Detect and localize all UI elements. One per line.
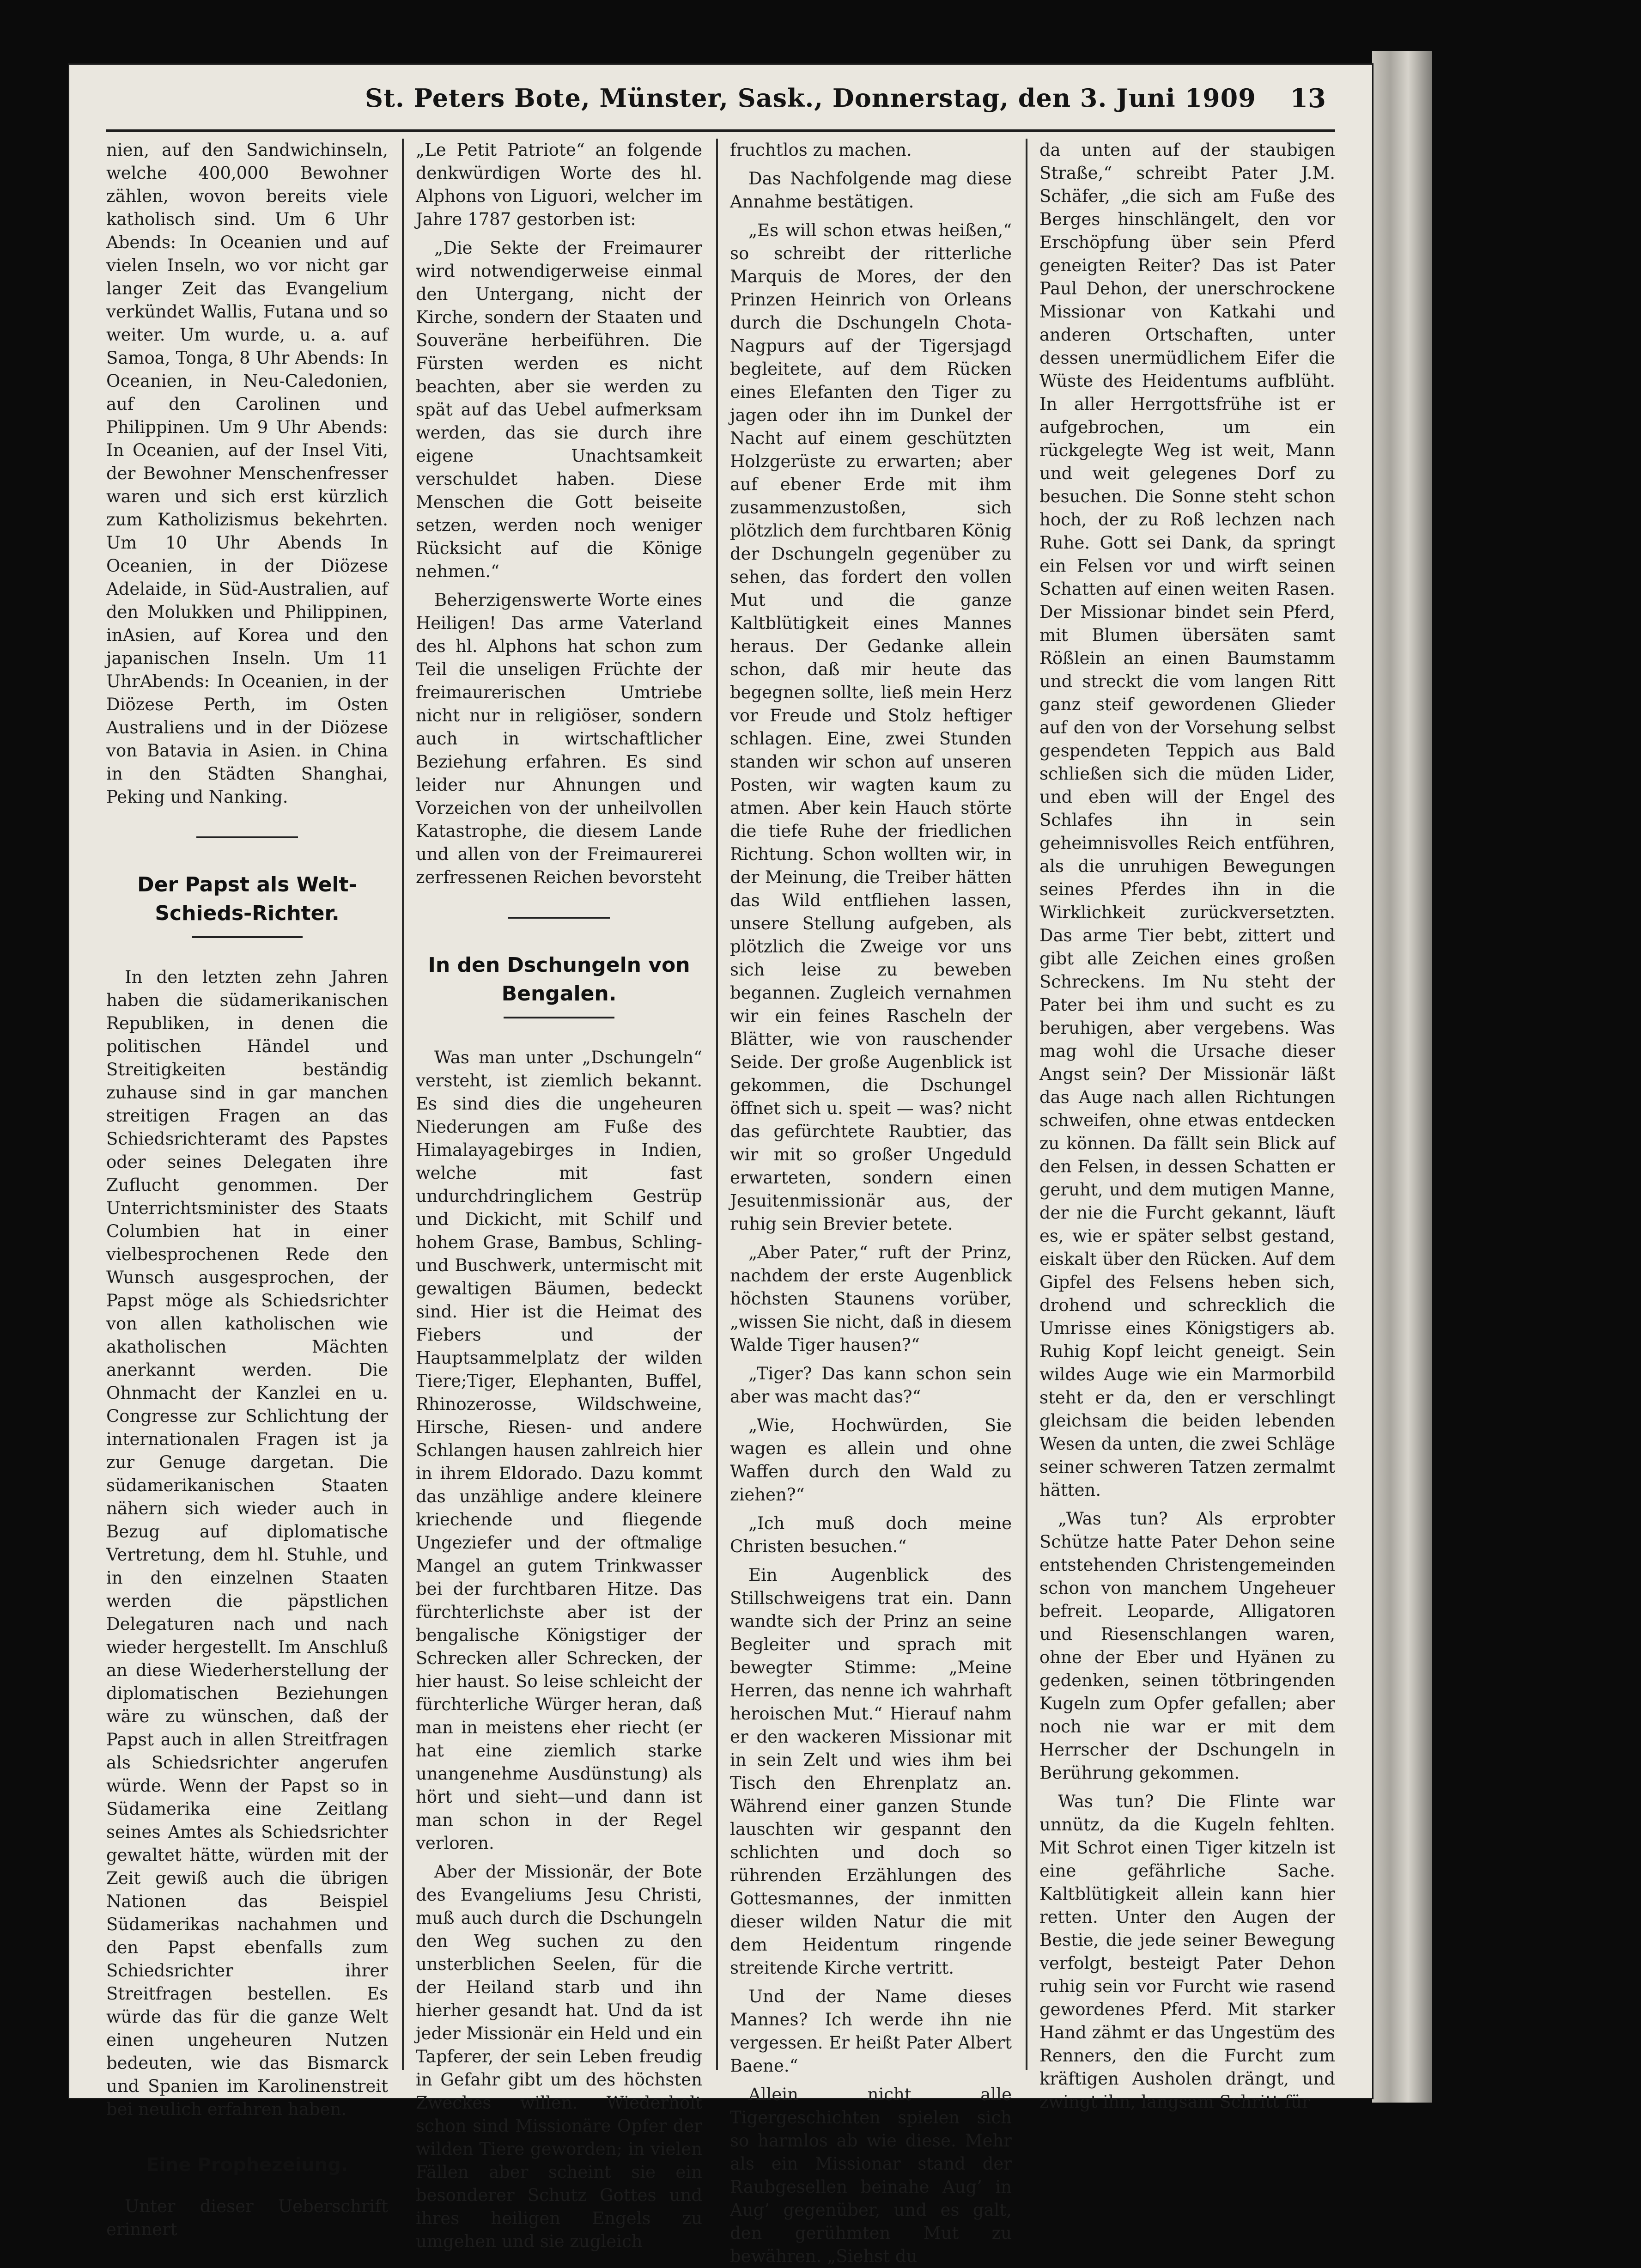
newspaper-page — [69, 65, 1372, 2266]
header-rule — [106, 129, 1335, 132]
paragraph: Und der Name dieses Mannes? Ich werde ihn nie vergessen. Er heißt Pater Albert Baene.“ — [730, 1987, 1012, 2076]
paragraph: Aber der Missionär, der Bote des Evangeliums Jesu Christi, muß auch durch die Dschungeln den Weg suchen zu den unsterblichen Seelen, für die der Heiland starb und ihn hierher gesandt hat. Und da ist jeder Missionär ein Held und ein Tapferer, der sein Leben freudig in Gefahr gibt um des höchsten Zweckes willen. Wiederholt schon sind Missionäre Opfer der wilden Tiere geworden; in vielen Fällen aber scheint sie ein besonderer Schutz Gottes und ihres heiligen Engels zu umgehen und sie zugleich — [416, 1862, 702, 2251]
masthead: St. Peters Bote, Münster, Sask., Donnerstag, den 3. Juni 1909 — [365, 83, 1256, 113]
paragraph: „Le Petit Patriote“ an folgende denkwürdigen Worte des hl. Alphons von Liguori, welcher im Jahre 1787 gestorben ist: — [416, 140, 702, 229]
paragraph: Allein nicht alle Tigergeschichten spielen sich so harmlos ab wie diese. Mehr als ein Missionar stand der Raubgesellen beinahe Aug’ in Aug’ gegenüber, und es galt, den gerühmten Mut zu bewähren. „Siehst du — [730, 2085, 1012, 2266]
column-rule — [716, 139, 718, 2070]
paragraph: „Ich muß doch meine Christen besuchen.“ — [730, 1513, 1012, 1556]
paragraph: „Die Sekte der Freimaurer wird notwendigerweise einmal den Untergang, nicht der Kirche, sondern der Staaten und Souveräne herbeiführen. Die Fürsten werden es nicht beachten, aber sie werden zu spät auf das Uebel aufmerksam werden, das sie durch ihre eigene Unachtsamkeit verschuldet haben. Diese Menschen die Gott beiseite setzen, werden noch weniger Rücksicht auf die Könige nehmen.“ — [416, 238, 702, 581]
paragraph: nien, auf den Sandwichinseln, welche 400,000 Bewohner zählen, wovon bereits viele katholisch sind. Um 6 Uhr Abends: In Oceanien und auf vielen Inseln, wo vor nicht gar langer Zeit das Evangelium verkündet Wallis, Futana und so weiter. Um wurde, u. a. auf Samoa, Tonga, 8 Uhr Abends: In Oceanien, in Neu-Caledonien, auf den Carolinen und Philippinen. Um 9 Uhr Abends: In Oceanien, auf der Insel Viti, der Bewohner Menschenfresser waren und sich erst kürzlich zum Katholizismus bekehrten. Um 10 Uhr Abends In Oceanien, in der Diözese Adelaide, in Süd-Australien, auf den Molukken und Philippinen, inAsien, auf Korea und den japanischen Inseln. Um 11 UhrAbends: In Oceanien, in der Diözese Perth, im Osten Australiens und in der Diözese von Batavia in Asien. in China in den Städten Shanghai, Peking und Nanking. — [106, 140, 388, 807]
paragraph: Beherzigenswerte Worte eines Heiligen! Das arme Vaterland des hl. Alphons hat schon zum Teil die unseligen Früchte der freimaurerischen Umtriebe nicht nur in religiöser, sondern auch in wirtschaftlicher Beziehung erfahren. Es sind leider nur Ahnungen und Vorzeichen von der unheilvollen Katastrophe, die diesem Lande und allen von der Freimaurerei zerfressenen Reichen bevorsteht — [416, 590, 702, 887]
heading-rule — [192, 936, 303, 938]
paragraph: „Es will schon etwas heißen,“ so schreibt der ritterliche Marquis de Mores, der den Prinzen Heinrich von Orleans durch die Dschungeln Chota-Nagpurs auf der Tigersjagd begleitete, auf dem Rücken eines Elefanten den Tiger zu jagen oder ihn im Dunkel der Nacht auf einem geschützten Holzgerüste zu erwarten; aber auf ebener Erde mit ihm zusammenzustoßen, sich plötzlich dem furchtbaren König der Dschungeln gegenüber zu sehen, das fordert den vollen Mut und die ganze Kaltblütigkeit eines Mannes heraus. Der Gedanke allein schon, daß mir heute das begegnen sollte, ließ mein Herz vor Freude und Stolz heftiger schlagen. Eine, zwei Stunden standen wir schon auf unseren Posten, wir wagten kaum zu atmen. Aber kein Hauch störte die tiefe Ruhe der friedlichen Richtung. Schon wollten wir, in der Meinung, die Treiber hätten das Wild entfliehen lassen, unsere Stellung aufgeben, als plötzlich die Zweige vor uns sich leise zu beweben begannen. Zugleich vernahmen wir ein feines Rascheln der Blätter, wie von rauschender Seide. Der große Augenblick ist gekommen, die Dschungel öffnet sich u. speit — was? nicht das gefürchtete Raubtier, das wir mit so großer Ungeduld erwarteten, sondern einen Jesuitenmissionär aus, der ruhig sein Brevier betete. — [730, 220, 1012, 1234]
page-header — [106, 74, 1335, 143]
paragraph: Das Nachfolgende mag diese Annahme bestätigen. — [730, 169, 1012, 212]
paragraph: „Tiger? Das kann schon sein aber was macht das?“ — [730, 1364, 1012, 1407]
page-edge — [1372, 51, 1432, 2103]
heading-dschungeln: In den Dschungeln von Bengalen. — [428, 953, 690, 1006]
column-3 — [730, 139, 1012, 2266]
heading-papst: Der Papst als Welt-Schieds-Richter. — [137, 873, 357, 925]
section-rule — [508, 917, 610, 919]
paragraph: da unten auf der staubigen Straße,“ schreibt Pater J.M. Schäfer, „die sich am Fuße des Berges hinschlängelt, den vor Erschöpfung über sein Pferd geneigten Reiter? Das ist Pater Paul Dehon, der unerschrockene Missionar von Katkahi und anderen Ortschaften, unter dessen unermüdlichem Eifer die Wüste des Heidentums aufblüht. In aller Herrgottsfrühe ist er aufgebrochen, um ein rückgelegte Weg ist weit, Mann und weit gelegenes Dorf zu besuchen. Die Sonne steht schon hoch, der zu Roß lechzen nach Ruhe. Gott sei Dank, da springt ein Felsen vor und wirft seinen Schatten auf einen weiten Rasen. Der Missionar bindet sein Pferd, mit Blumen übersäten samt Rößlein an einen Baumstamm und streckt die vom langen Ritt ganz steif gewordenen Glieder auf den von der Vorsehung selbst gespendeten Teppich aus Bald schließen sich die müden Lider, und eben will der Engel des Schlafes ihn in sein geheimnisvolles Reich entführen, als die unruhigen Bewegungen seines Pferdes ihn in die Wirklichkeit zurückversetzten. Das arme Tier bebt, zittert und gibt alle Zeichen eines großen Schreckens. Im Nu steht der Pater bei ihm und sucht es zu beruhigen, aber vergebens. Was mag wohl die Ursache dieser Angst sein? Der Missionär läßt das Auge nach allen Richtungen schweifen, ohne etwas entdecken zu können. Da fällt sein Blick auf den Felsen, in dessen Schatten er geruht, und dem mutigen Manne, der nie die Furcht gekannt, läuft es, wie er später selbst gestand, eiskalt über den Rücken. Auf dem Gipfel des Felsens heben sich, drohend und schrecklich die Umrisse eines Königstigers ab. Ruhig Kopf leicht geneigt. Sein wildes Auge wie ein Marmorbild steht er da, den er verschlingt gleichsam die beiden lebenden Wesen da unten, die zwei Schläge seiner schweren Tatzen zermalmt hätten. — [1039, 140, 1335, 1500]
column-rule — [402, 139, 404, 2070]
paragraph: Unter dieser Ueberschrift erinnert — [106, 2196, 388, 2239]
column-4 — [1039, 139, 1335, 2112]
heading-rule — [504, 1017, 614, 1018]
column-2 — [416, 139, 702, 2251]
paragraph: In den letzten zehn Jahren haben die südamerikanischen Republiken, in denen die politischen Händel und Streitigkeiten beständig zuhause sind in gar manchen streitigen Fragen an das Schiedsrichteramt des Papstes oder seines Delegaten ihre Zuflucht genommen. Der Unterrichtsminister des Staats Columbien hat in einer vielbesprochenen Rede den Wunsch ausgesprochen, der Papst möge als Schiedsrichter von allen katholischen wie akatholischen Mächten anerkannt werden. Die Ohnmacht der Kanzlei en u. Congresse zur Schlichtung der internationalen Fragen ist ja zur Genuge dargetan. Die südamerikanischen Staaten nähern sich wieder auch in Bezug auf diplomatische Vertretung, dem hl. Stuhle, und in den einzelnen Staaten werden die päpstlichen Delegaturen nach und nach wieder hergestellt. Im Anschluß an diese Wiederherstellung der diplomatischen Beziehungen wäre zu wünschen, daß der Papst auch in allen Streitfragen als Schiedsrichter angerufen würde. Wenn der Papst so in Südamerika eine Zeitlang seines Amtes als Schiedsrichter gewaltet hätte, würden mit der Zeit gewiß auch die übrigen Nationen das Beispiel Südamerikas nachahmen und den Papst ebenfalls zum Schiedsrichter ihrer Streitfragen bestellen. Es würde das für die ganze Welt einen ungeheuren Nutzen bedeuten, wie das Bismarck und Spanien im Karolinenstreit bei neulich erfahren haben. — [106, 967, 388, 2119]
paragraph: fruchtlos zu machen. — [730, 140, 912, 160]
paragraph: Was man unter „Dschungeln“ versteht, ist ziemlich bekannt. Es sind dies die ungeheuren Niederungen am Fuße des Himalayagebirges in Indien, welche mit fast undurchdringlichem Gestrüp und Dickicht, mit Schilf und hohem Grase, Bambus, Schling- und Buschwerk, untermischt mit gewaltigen Bäumen, bedeckt sind. Hier ist die Heimat des Fiebers und der Hauptsammelplatz der wilden Tiere;Tiger, Elephanten, Buffel, Rhinozerosse, Wildschweine, Hirsche, Riesen- und andere Schlangen hausen zahlreich hier in ihrem Eldorado. Dazu kommt das unzählige andere kleinere kriechende und fliegende Ungeziefer und der oftmalige Mangel an gutem Trinkwasser bei der furchtbaren Hitze. Das fürchterlichste aber ist der bengalische Königstiger der Schrecken aller Schrecken, der hier haust. So leise schleicht der fürchterliche Würger heran, daß man in meistens eher riecht (er hat eine ziemlich starke unangenehme Ausdünstung) als hört und sieht—und dann ist man schon in der Regel verloren. — [416, 1048, 702, 1853]
column-1 — [106, 139, 388, 2239]
paragraph: „Wie, Hochwürden, Sie wagen es allein und ohne Waffen durch den Wald zu ziehen?“ — [730, 1415, 1012, 1505]
section-rule — [196, 836, 298, 838]
columns — [106, 139, 1335, 2266]
paragraph: Ein Augenblick des Stillschweigens trat ein. Dann wandte sich der Prinz an seine Begleiter und sprach mit bewegter Stimme: „Meine Herren, das nenne ich wahrhaft heroischen Mut.“ Hierauf nahm er den wackeren Missionar mit in sein Zelt und wies ihm bei Tisch den Ehrenplatz an. Während einer ganzen Stunde lauschten wir gespannt den schlichten und doch so rührenden Erzählungen des Gottesmannes, der inmitten dieser wilden Natur die mit dem Heidentum ringende streitende Kirche vertritt. — [730, 1565, 1012, 1978]
page-number: 13 — [1290, 83, 1326, 114]
column-rule — [1026, 139, 1027, 2070]
paragraph: Was tun? Die Flinte war unnütz, da die Kugeln fehlten. Mit Schrot einen Tiger kitzeln ist eine gefährliche Sache. Kaltblütigkeit allein kann hier retten. Unter den Augen der Bestie, die jede seiner Bewegung verfolgt, besteigt Pater Dehon ruhig sein vor Furcht wie rasend gewordenes Pferd. Mit starker Hand zähmt er das Ungestüm des Renners, den die Furcht zum kräftigen Ausholen drängt, und zwingt ihn, langsam Schritt für — [1039, 1792, 1335, 2112]
paragraph: „Aber Pater,“ ruft der Prinz, nachdem der erste Augenblick höchsten Staunens vorüber, „wissen Sie nicht, daß in diesem Walde Tiger hausen?“ — [730, 1243, 1012, 1355]
paragraph: „Was tun? Als erprobter Schütze hatte Pater Dehon seine entstehenden Christengemeinden schon von manchem Ungeheuer befreit. Leoparde, Alligatoren und Riesenschlangen waren, ohne der Eber und Hyänen zu gedenken, seinen tötbringenden Kugeln zum Opfer gefallen; aber noch nie war er mit dem Herrscher der Dschungeln in Berührung gekommen. — [1039, 1509, 1335, 1783]
heading-prophezeiung: Eine Prophezeiung. — [146, 2154, 348, 2176]
